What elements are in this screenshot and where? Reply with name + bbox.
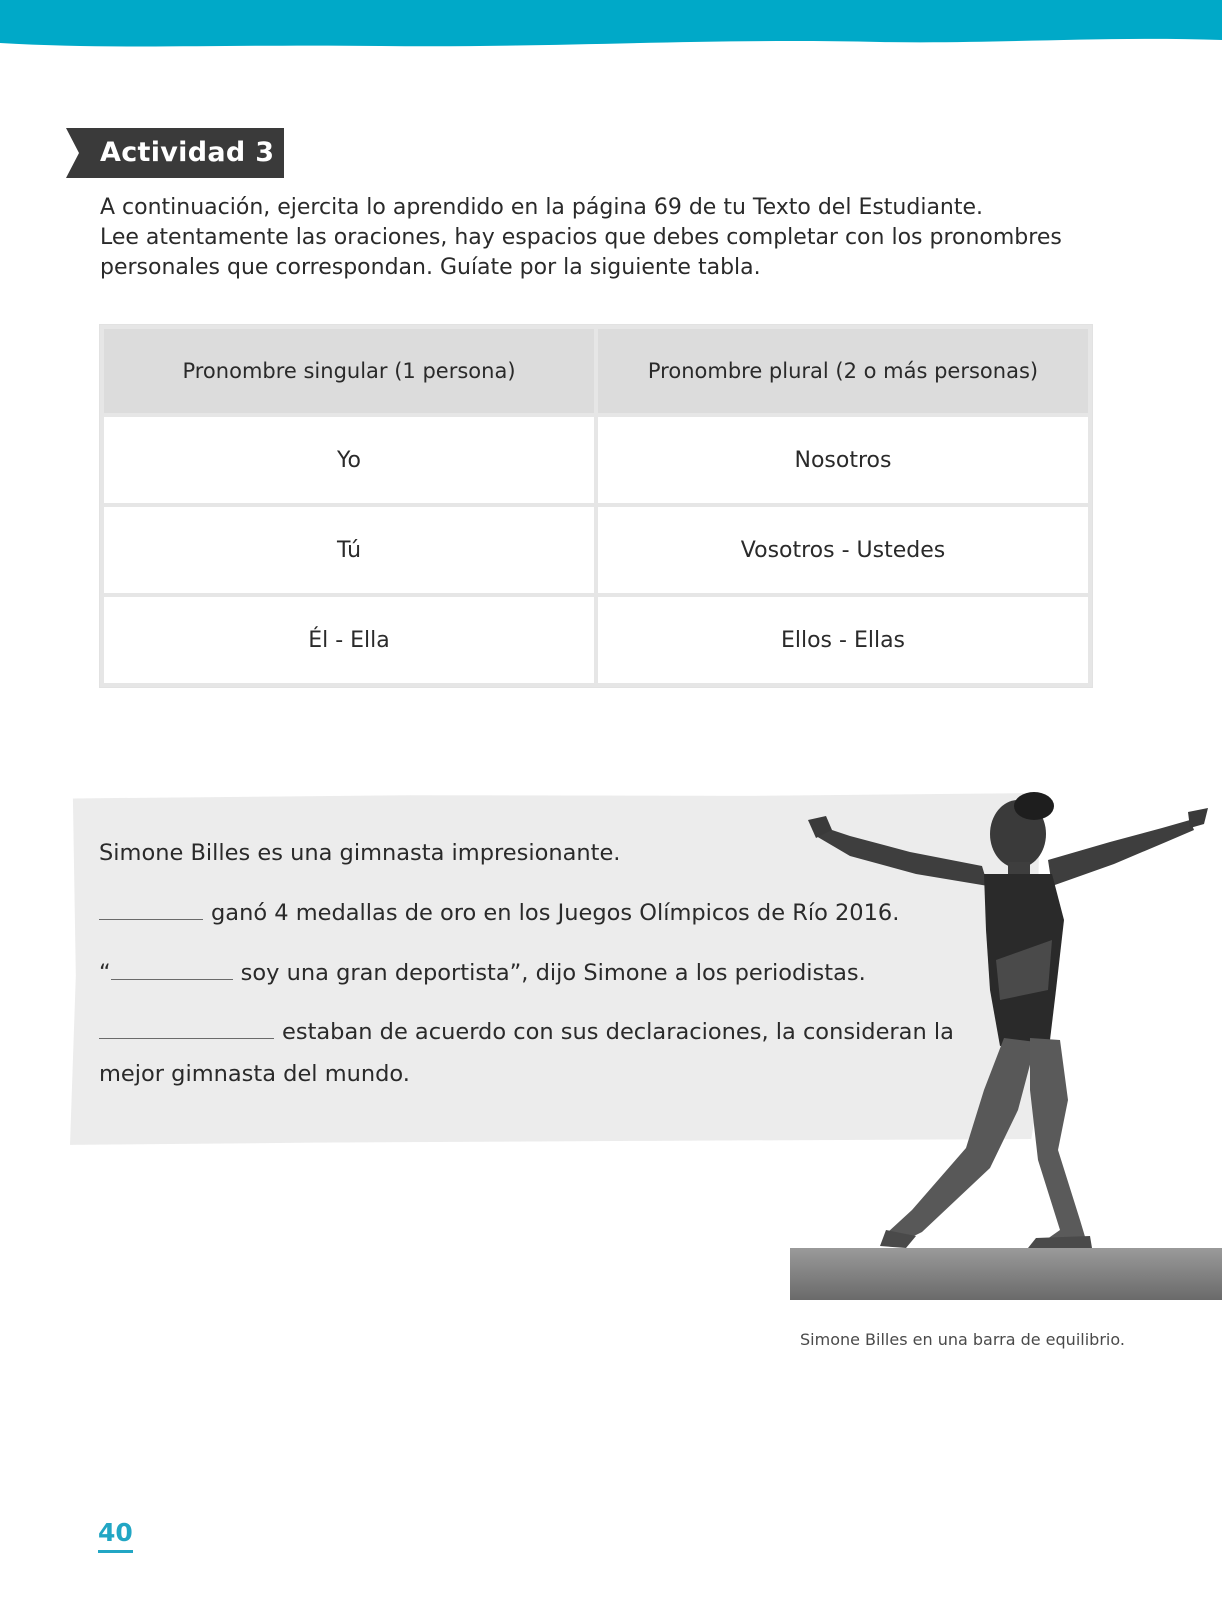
table-cell: Vosotros - Ustedes: [598, 507, 1088, 593]
photo-caption: Simone Billes en una barra de equilibrio.: [800, 1330, 1125, 1349]
gymnast-photo: [790, 790, 1222, 1320]
instructions-line-1: A continuación, ejercita lo aprendido en la página 69 de tu Texto del Estudiante.: [100, 195, 984, 220]
activity-title: Actividad 3: [100, 137, 275, 168]
table-header-row: [104, 329, 1088, 413]
exercise-sentence-1: Simone Billes es una gimnasta impresionante.: [99, 840, 621, 866]
table-cell: Nosotros: [598, 417, 1088, 503]
exercise-sentence-4-text: estaban de acuerdo con sus declaraciones, la consideran la: [282, 1019, 954, 1045]
exercise-sentence-2: [99, 898, 899, 928]
instructions-line-2: Lee atentamente las oraciones, hay espacios que debes completar con los pronombres personales que correspondan. Guíate por la siguiente tabla.: [100, 225, 1062, 280]
header-singular: Pronombre singular (1 persona): [104, 329, 594, 413]
answer-blank-1[interactable]: [99, 899, 203, 920]
answer-blank-3[interactable]: [99, 1018, 274, 1039]
answer-blank-2[interactable]: [111, 959, 233, 980]
table-cell: Tú: [104, 507, 594, 593]
exercise-sentence-3: [99, 958, 866, 988]
exercise-sentence-3-text: soy una gran deportista”, dijo Simone a los periodistas.: [240, 960, 866, 986]
table-cell: Yo: [104, 417, 594, 503]
table-row: [104, 417, 1088, 503]
table-cell: Él - Ella: [104, 597, 594, 683]
exercise-sentence-2-text: ganó 4 medallas de oro en los Juegos Olímpicos de Río 2016.: [211, 900, 900, 926]
pronoun-table: [99, 324, 1093, 688]
page-number: 40: [98, 1518, 133, 1553]
table-row: [104, 597, 1088, 683]
open-quote: “: [99, 960, 111, 986]
table-row: [104, 507, 1088, 593]
exercise-sentence-4-continued: mejor gimnasta del mundo.: [99, 1061, 410, 1087]
table-cell: Ellos - Ellas: [598, 597, 1088, 683]
instructions: [100, 193, 1110, 283]
top-wave-banner: [0, 0, 1222, 60]
header-plural: Pronombre plural (2 o más personas): [598, 329, 1088, 413]
